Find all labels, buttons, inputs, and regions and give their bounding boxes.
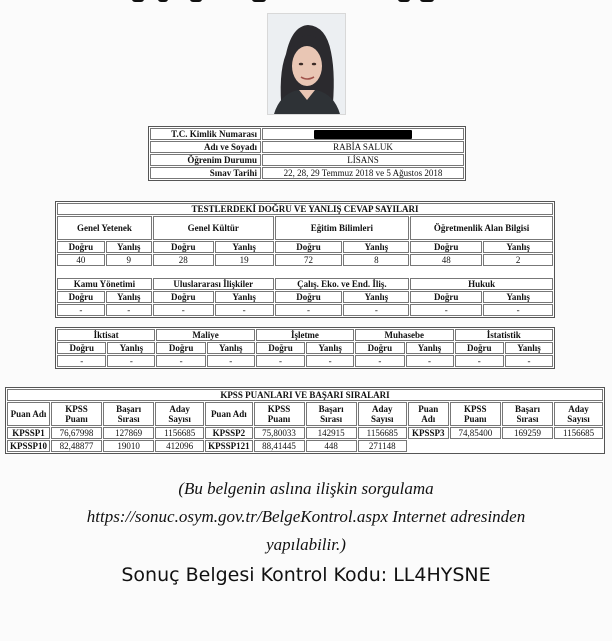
score-cell: -: [57, 304, 105, 316]
score-cell: 48: [410, 254, 482, 266]
score-cell: -: [107, 355, 155, 367]
kpssp2-puan: 75,80033: [254, 427, 305, 439]
score-cell: 40: [57, 254, 105, 266]
yanlis-header: Yanlış: [215, 241, 274, 253]
dogru-header: Doğru: [410, 241, 482, 253]
kpss-scores-table: [5, 387, 605, 454]
dogru-header: Doğru: [275, 241, 343, 253]
score-cell: -: [355, 355, 404, 367]
spacer: [57, 267, 553, 277]
subject-egitim-bilimleri: Eğitim Bilimleri: [275, 216, 410, 240]
yanlis-header: Yanlış: [215, 291, 274, 303]
kpssp1-name: KPSSP1: [7, 427, 50, 439]
aday-sayisi-header: Aday Sayısı: [554, 402, 603, 426]
score-cell: -: [207, 355, 255, 367]
subject-genel-yetenek: Genel Yetenek: [57, 216, 152, 240]
kpssp121-aday: 271148: [358, 440, 407, 452]
kpss-title: KPSS PUANLARI VE BAŞARI SIRALARI: [7, 389, 603, 401]
yanlis-header: Yanlış: [306, 342, 354, 354]
verification-note-line2: https://sonuc.osym.gov.tr/BelgeKontrol.aspx Internet adresinden: [86, 507, 526, 526]
education-label: Öğrenim Durumu: [150, 154, 261, 166]
score-cell: -: [410, 304, 482, 316]
candidate-photo: [267, 13, 346, 115]
score-cell: 2: [483, 254, 553, 266]
exam-date-label: Sınav Tarihi: [150, 167, 261, 179]
score-cell: -: [343, 304, 409, 316]
score-cell: -: [483, 304, 553, 316]
kpssp10-sira: 19010: [103, 440, 154, 452]
test-results-table-economics: [55, 327, 555, 369]
kpss-puani-header: KPSS Puanı: [450, 402, 501, 426]
test-results-table: [55, 201, 555, 318]
yanlis-header: Yanlış: [106, 291, 152, 303]
kpssp3-name: KPSSP3: [408, 427, 449, 439]
puan-adi-header: Puan Adı: [408, 402, 449, 426]
dogru-header: Doğru: [410, 291, 482, 303]
subject-kamu-yonetimi: Kamu Yönetimi: [57, 278, 152, 290]
name-label: Adı ve Soyadı: [150, 141, 261, 153]
subject-genel-kultur: Genel Kültür: [153, 216, 274, 240]
kpss-puani-header: KPSS Puanı: [254, 402, 305, 426]
yanlis-header: Yanlış: [107, 342, 155, 354]
kpssp1-puan: 76,67998: [51, 427, 102, 439]
score-cell: 28: [153, 254, 214, 266]
kpssp3-sira: 169259: [502, 427, 553, 439]
dogru-header: Doğru: [275, 291, 343, 303]
kpssp10-puan: 82,48877: [51, 440, 102, 452]
kpssp3-aday: 1156685: [554, 427, 603, 439]
kpssp2-aday: 1156685: [358, 427, 407, 439]
subject-isletme: İşletme: [256, 329, 354, 341]
subject-hukuk: Hukuk: [410, 278, 553, 290]
tests-title: TESTLERDEKİ DOĞRU VE YANLIŞ CEVAP SAYILARI: [57, 203, 553, 215]
subject-iktisat: İktisat: [57, 329, 155, 341]
score-cell: 72: [275, 254, 343, 266]
kpssp1-sira: 127869: [103, 427, 154, 439]
score-cell: -: [153, 304, 214, 316]
yanlis-header: Yanlış: [343, 291, 409, 303]
kpssp3-puan: 74,85400: [450, 427, 501, 439]
identity-table: [148, 126, 466, 181]
subject-istatistik: İstatistik: [455, 329, 554, 341]
puan-adi-header: Puan Adı: [205, 402, 253, 426]
dogru-header: Doğru: [355, 342, 404, 354]
education-value: LİSANS: [262, 154, 464, 166]
score-cell: -: [406, 355, 454, 367]
aday-sayisi-header: Aday Sayısı: [155, 402, 204, 426]
dogru-header: Doğru: [156, 342, 205, 354]
dogru-header: Doğru: [153, 241, 214, 253]
score-cell: -: [256, 355, 305, 367]
cropped-header-text: [0, 0, 612, 2]
subject-uluslararasi-iliskiler: Uluslararası İlişkiler: [153, 278, 274, 290]
yanlis-header: Yanlış: [343, 241, 409, 253]
kpssp121-sira: 448: [306, 440, 357, 452]
score-cell: 8: [343, 254, 409, 266]
yanlis-header: Yanlış: [483, 241, 553, 253]
kpssp2-sira: 142915: [306, 427, 357, 439]
verification-note-line3: yapılabilir.): [266, 535, 346, 554]
aday-sayisi-header: Aday Sayısı: [358, 402, 407, 426]
empty-cell: [408, 440, 603, 452]
subject-maliye: Maliye: [156, 329, 254, 341]
score-cell: -: [306, 355, 354, 367]
basari-sirasi-header: Başarı Sırası: [502, 402, 553, 426]
subject-muhasebe: Muhasebe: [355, 329, 453, 341]
yanlis-header: Yanlış: [207, 342, 255, 354]
name-value: RABİA SALUK: [262, 141, 464, 153]
kpssp10-aday: 412096: [155, 440, 204, 452]
score-cell: -: [455, 355, 504, 367]
kpssp121-name: KPSSP121: [205, 440, 253, 452]
yanlis-header: Yanlış: [406, 342, 454, 354]
yanlis-header: Yanlış: [106, 241, 152, 253]
score-cell: -: [275, 304, 343, 316]
tc-value: [262, 128, 464, 140]
score-cell: -: [156, 355, 205, 367]
yanlis-header: Yanlış: [505, 342, 553, 354]
subject-calisma-ekonomisi: Çalış. Eko. ve End. İliş.: [275, 278, 410, 290]
score-cell: -: [215, 304, 274, 316]
score-cell: -: [505, 355, 553, 367]
yanlis-header: Yanlış: [483, 291, 553, 303]
subject-ogretmenlik-alan-bilgisi: Öğretmenlik Alan Bilgisi: [410, 216, 553, 240]
dogru-header: Doğru: [57, 291, 105, 303]
dogru-header: Doğru: [455, 342, 504, 354]
score-cell: 9: [106, 254, 152, 266]
dogru-header: Doğru: [256, 342, 305, 354]
dogru-header: Doğru: [57, 241, 105, 253]
score-cell: 19: [215, 254, 274, 266]
basari-sirasi-header: Başarı Sırası: [306, 402, 357, 426]
redaction-bar: [314, 130, 412, 139]
score-cell: -: [106, 304, 152, 316]
control-code: Sonuç Belgesi Kontrol Kodu: LL4HYSNE: [121, 564, 491, 586]
kpssp2-name: KPSSP2: [205, 427, 253, 439]
dogru-header: Doğru: [153, 291, 214, 303]
basari-sirasi-header: Başarı Sırası: [103, 402, 154, 426]
kpss-puani-header: KPSS Puanı: [51, 402, 102, 426]
score-cell: -: [57, 355, 106, 367]
exam-date-value: 22, 28, 29 Temmuz 2018 ve 5 Ağustos 2018: [262, 167, 464, 179]
puan-adi-header: Puan Adı: [7, 402, 50, 426]
verification-note-line1: (Bu belgenin aslına ilişkin sorgulama: [178, 479, 434, 498]
tc-label: T.C. Kimlik Numarası: [150, 128, 261, 140]
dogru-header: Doğru: [57, 342, 106, 354]
kpssp1-aday: 1156685: [155, 427, 204, 439]
kpssp10-name: KPSSP10: [7, 440, 50, 452]
kpssp121-puan: 88,41445: [254, 440, 305, 452]
